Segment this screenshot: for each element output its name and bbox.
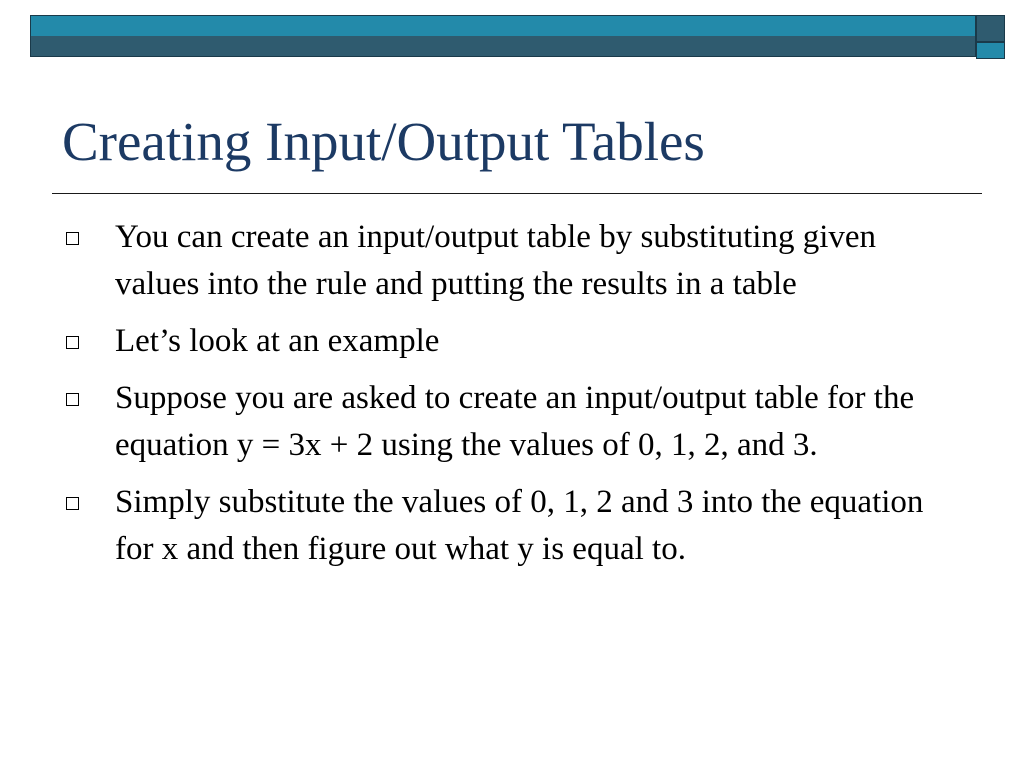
top-banner <box>30 15 1005 59</box>
banner-stripe-light <box>31 16 975 36</box>
banner-square-top <box>976 15 1005 42</box>
bullet-item <box>62 479 962 573</box>
hollow-square-bullet-icon <box>66 232 79 245</box>
bullet-item <box>62 214 962 308</box>
banner-bar <box>30 15 976 57</box>
bullet-list <box>62 214 962 583</box>
hollow-square-bullet-icon <box>66 336 79 349</box>
bullet-text: Suppose you are asked to create an input/output table for the equation y = 3x + 2 using the values of 0, 1, 2, and 3. <box>115 380 915 463</box>
bullet-item <box>62 318 962 365</box>
title-divider <box>52 193 982 194</box>
bullet-text: You can create an input/output table by substituting given values into the rule and putting the results in a table <box>115 219 877 302</box>
hollow-square-bullet-icon <box>66 497 79 510</box>
bullet-text: Let’s look at an example <box>115 323 440 359</box>
banner-stripe-dark <box>31 36 975 56</box>
slide-title: Creating Input/Output Tables <box>62 111 705 172</box>
bullet-item <box>62 375 962 469</box>
bullet-text: Simply substitute the values of 0, 1, 2 and 3 into the equation for x and then figure out what y is equal to. <box>115 484 924 567</box>
banner-square-bottom <box>976 42 1005 59</box>
hollow-square-bullet-icon <box>66 393 79 406</box>
